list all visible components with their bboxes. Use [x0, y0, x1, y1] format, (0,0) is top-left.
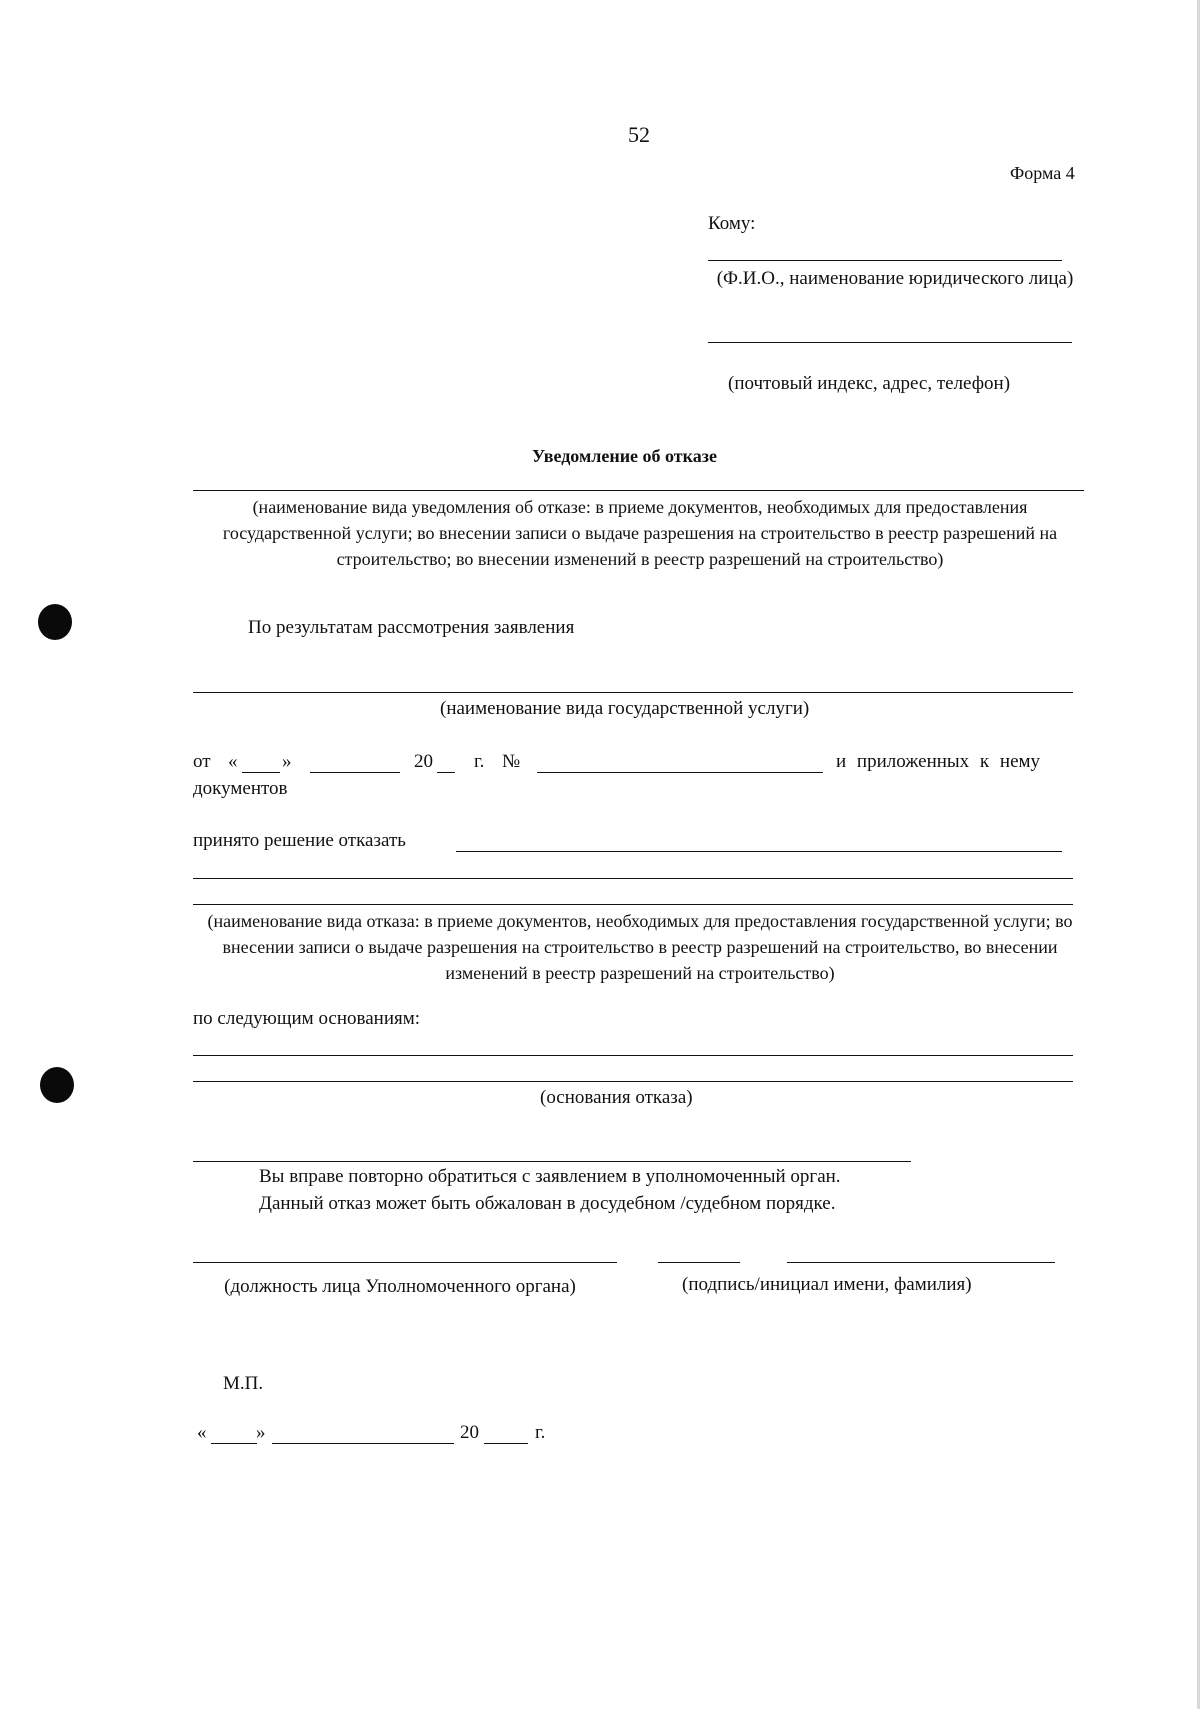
decision-text: принято решение отказать [193, 830, 406, 851]
appeal-text-2: Данный отказ может быть обжалован в досудебном /судебном порядке. [259, 1193, 836, 1214]
notice-type-line [193, 490, 1084, 491]
date-quote-close: » [282, 751, 292, 772]
decision-line-2 [193, 878, 1073, 879]
form-label: Форма 4 [1010, 163, 1075, 183]
date-row-tail: и приложенных к нему [836, 751, 1041, 772]
bottom-date-quote-close: » [256, 1422, 266, 1443]
position-line [193, 1262, 617, 1263]
date-year-suffix: г. [474, 751, 485, 772]
year-blank [437, 772, 455, 773]
date-quote-open: « [228, 751, 238, 772]
review-text: По результатам рассмотрения заявления [248, 617, 575, 638]
grounds-caption: (основания отказа) [540, 1087, 693, 1108]
appeal-line [193, 1161, 911, 1162]
date-from: от [193, 751, 211, 772]
name-line [787, 1262, 1055, 1263]
recipient-address-caption: (почтовый индекс, адрес, телефон) [728, 373, 1011, 394]
bottom-date-quote-open: « [197, 1422, 207, 1443]
position-caption: (должность лица Уполномоченного органа) [224, 1276, 576, 1297]
refusal-type-caption: (наименование вида отказа: в приеме документов, необходимых для предоставления государственной услуги; во внесении записи о выдаче разрешения на строительство в реестр разрешений на строительство, во внесении изменений в реестр разрешений на строительство) [207, 911, 1073, 983]
recipient-label: Кому: [708, 213, 756, 234]
service-caption: (наименование вида государственной услуги) [440, 698, 810, 719]
service-line [193, 692, 1073, 693]
bottom-day-blank [211, 1443, 257, 1444]
number-blank [537, 772, 823, 773]
bottom-date-year-suffix: г. [535, 1422, 546, 1443]
day-blank [242, 772, 280, 773]
bottom-year-blank [484, 1443, 528, 1444]
stamp-label: М.П. [223, 1373, 264, 1394]
signature-caption: (подпись/инициал имени, фамилия) [682, 1274, 972, 1295]
document-title: Уведомление об отказе [532, 446, 717, 466]
page-number: 52 [628, 122, 650, 147]
grounds-line-1 [193, 1055, 1073, 1056]
recipient-name-caption: (Ф.И.О., наименование юридического лица) [716, 268, 1074, 289]
documents-text: документов [193, 778, 288, 799]
number-sign: № [502, 751, 521, 772]
appeal-text-1: Вы вправе повторно обратиться с заявлением в уполномоченный орган. [259, 1166, 841, 1187]
recipient-address-line [708, 342, 1072, 343]
month-blank [310, 772, 400, 773]
grounds-text: по следующим основаниям: [193, 1008, 421, 1029]
punch-hole [38, 604, 72, 640]
bottom-date-year: 20 [460, 1422, 479, 1443]
signature-line [658, 1262, 740, 1263]
decision-line [456, 851, 1062, 852]
punch-hole [40, 1067, 74, 1103]
recipient-name-line [708, 260, 1062, 261]
date-year: 20 [414, 751, 433, 772]
decision-line-3 [193, 904, 1073, 905]
grounds-line-2 [193, 1081, 1073, 1082]
bottom-month-blank [272, 1443, 454, 1444]
notice-type-caption: (наименование вида уведомления об отказе: в приеме документов, необходимых для предоставления государственной услуги; во внесении записи о выдаче разрешения на строительство в реестр разрешений на строительство; во внесении изменений в реестр разрешений на строительство) [222, 497, 1058, 569]
